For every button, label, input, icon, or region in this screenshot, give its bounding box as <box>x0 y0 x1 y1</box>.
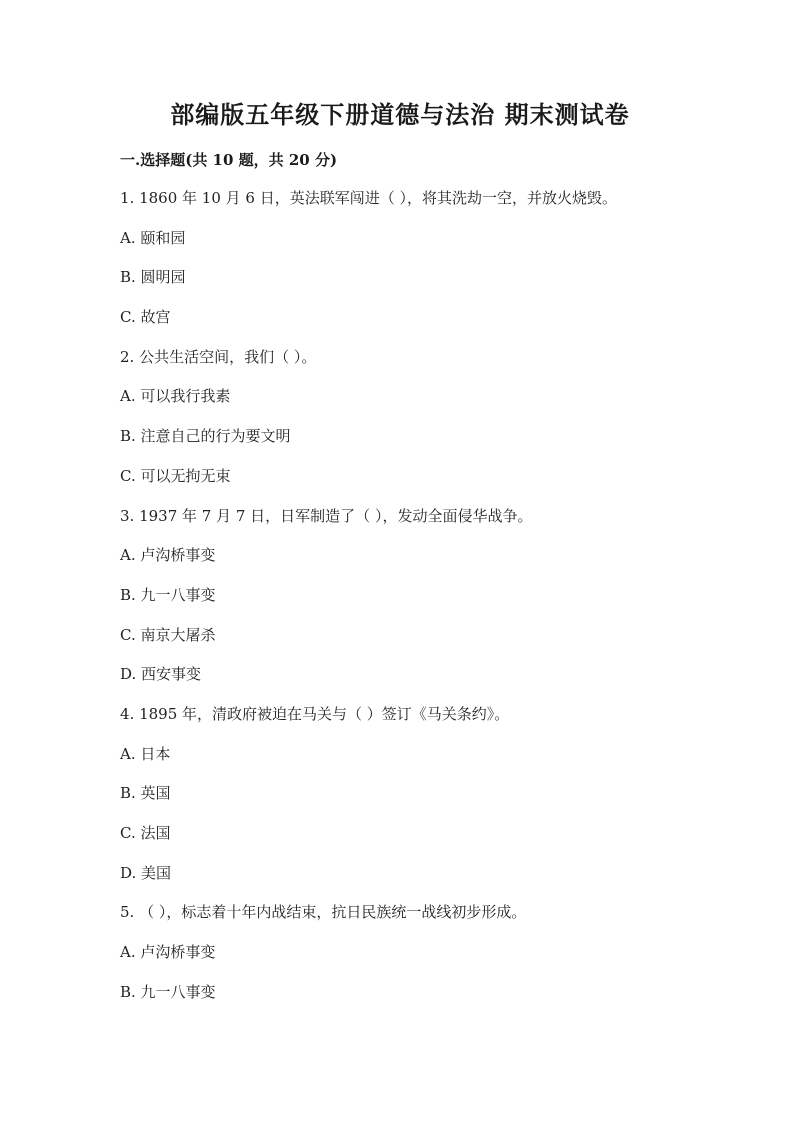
question-4-option-d: D. 美国 <box>120 863 172 882</box>
question-3-option-b: B. 九一八事变 <box>120 585 216 604</box>
section-heading: 一.选择题(共 10 题，共 20 分) <box>120 151 338 169</box>
question-1-option-c: C. 故宫 <box>120 308 171 327</box>
question-1-option-b: B. 圆明园 <box>120 268 186 287</box>
question-4-option-a: A. 日本 <box>120 744 171 763</box>
question-3-option-a: A. 卢沟桥事变 <box>120 546 216 565</box>
page-title: 部编版五年级下册道德与法治 期末测试卷 <box>170 100 630 129</box>
question-1-option-a: A. 颐和园 <box>120 228 186 247</box>
question-4-option-c: C. 法国 <box>120 824 171 842</box>
question-2-option-b: B. 注意自己的行为要文明 <box>120 427 291 446</box>
question-3-option-d: D. 西安事变 <box>120 665 202 684</box>
question-stem-1: 1. 1860 年 10 月 6 日，英法联军闯进（ ），将其洗劫一空，并放火烧毁。 <box>120 189 617 207</box>
question-3-option-c: C. 南京大屠杀 <box>120 625 216 644</box>
question-list <box>120 188 760 1021</box>
question-2-option-c: C. 可以无拘无束 <box>120 466 231 485</box>
question-2-option-a: A. 可以我行我素 <box>120 387 231 406</box>
question-stem-3: 3. 1937 年 7 月 7 日，日军制造了（ ），发动全面侵华战争。 <box>120 506 533 525</box>
question-stem-5: 5. （ ），标志着十年内战结束，抗日民族统一战线初步形成。 <box>120 903 527 922</box>
question-4-option-b: B. 英国 <box>120 784 171 803</box>
question-stem-2: 2. 公共生活空间，我们（ ）。 <box>120 347 317 366</box>
question-5-option-a: A. 卢沟桥事变 <box>120 943 216 962</box>
question-5-option-b: B. 九一八事变 <box>120 982 216 1001</box>
question-stem-4: 4. 1895 年，清政府被迫在马关与（ ）签订《马关条约》。 <box>120 704 510 723</box>
